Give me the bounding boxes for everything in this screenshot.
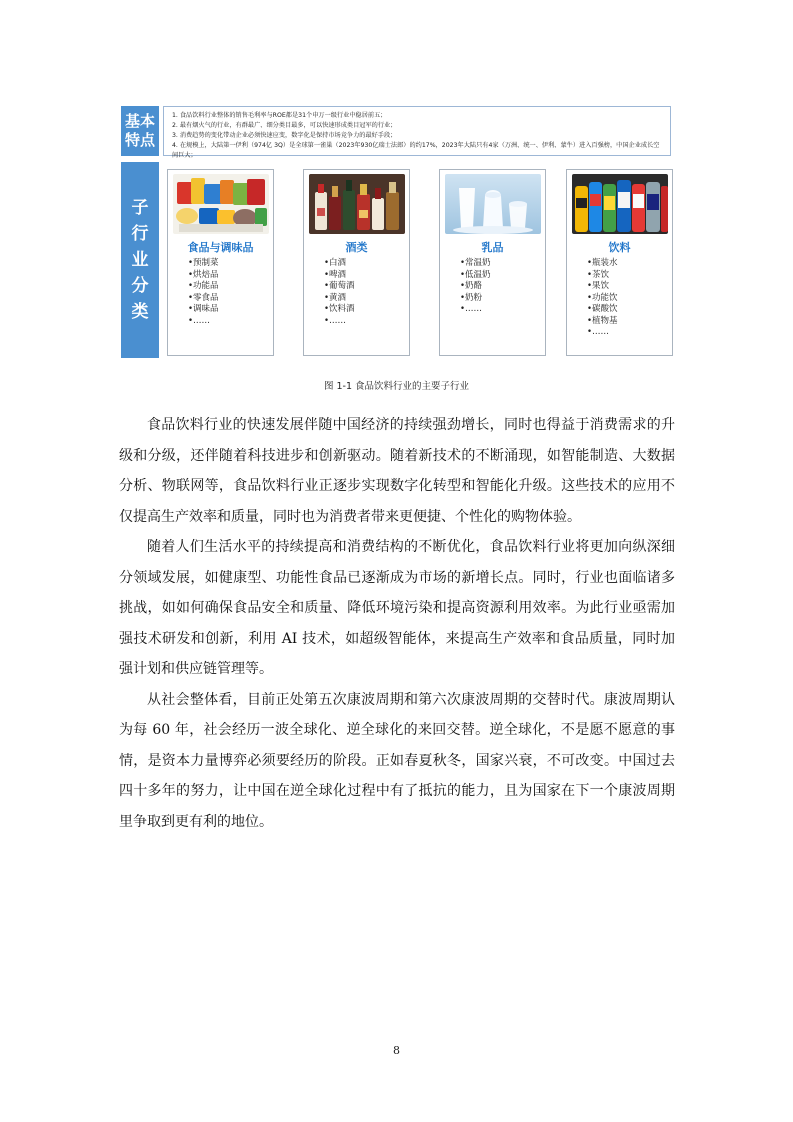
list-item: •调味品 [188,304,219,314]
list-item: •零食品 [188,292,219,303]
list-item: •…… [324,315,347,326]
list-item: •低温奶 [460,269,491,280]
list-item: •烘焙品 [188,269,219,280]
list-item: •葡萄酒 [324,281,355,291]
list-item: •果饮 [587,281,610,291]
card-items [324,258,355,327]
subsector-figure [121,106,673,358]
list-item: •功能饮 [587,292,618,303]
paragraph: 随着人们生活水平的持续提高和消费结构的不断优化，食品饮料行业将更加向纵深细分领域发展，如健康型、功能性食品已逐渐成为市场的新增长点。同时，行业也面临诸多挑战，如如何确保食品安全和质量、降低环境污染和提高资源利用效率。为此行业亟需加强技术研发和创新，利用 AI 技术，如超级智能体，来提高生产效率和食品质量，同时加强计划和供应链管理等。 [119,539,675,677]
feature-item: 1. 食品饮料行业整体的销售毛利率与ROE都是31个申万一级行业中稳居前五； [172,112,387,119]
card-dairy [439,169,546,356]
card-items [188,258,219,327]
list-item: •啤酒 [324,269,347,280]
body-text [119,410,675,837]
list-item: •功能品 [188,281,219,291]
paragraph: 从社会整体看，目前正处第五次康波周期和第六次康波周期的交替时代。康波周期认为每 60 年，社会经历一波全球化、逆全球化的来回交替。逆全球化，不是愿不愿意的事情，是资本力量博弈必须要经历的阶段。正如春夏秋冬，国家兴衰，不可改变。中国过去四十多年的努力，让中国在逆全球化过程中有了抵抗的能力，且为国家在下一个康波周期里争取到更有利的地位。 [119,691,675,830]
card-liquor [303,169,410,356]
card-title: 食品与调味品 [187,241,254,254]
feature-item: 3. 消费趋势的变化带动企业必须快速应变，数字化是保持市场竞争力的最好手段； [172,132,397,139]
milk-glasses-photo [445,174,541,234]
list-item: •奶酪 [460,281,483,291]
card-title: 乳品 [481,241,504,254]
list-item: •黄酒 [324,292,347,303]
beverage-cans-photo [572,174,668,234]
list-item: •…… [587,327,610,337]
list-item: •预制菜 [188,258,219,268]
packaged-food-photo [173,174,269,234]
card-food [167,169,274,356]
subsector-cards [167,169,673,358]
card-title: 酒类 [345,241,368,254]
list-item: •…… [188,315,211,326]
figure-caption: 图 1-1 食品饮料行业的主要子行业 [323,381,470,392]
list-item: •碳酸饮 [587,304,618,314]
card-title: 饮料 [608,241,631,254]
list-item: •常温奶 [460,258,491,268]
list-item: •茶饮 [587,269,610,280]
feature-item: 4. 在规模上，大陆第一伊利（974亿 3Q）是全球第一雀巢（2023年930亿瑞士法郎）的约17%，2023年大陆只有4家（万洲、统一、伊利、蒙牛）进入百强榜，中国企业成长空间巨大； [172,142,660,159]
list-item: •白酒 [324,258,347,268]
card-beverage [566,169,673,356]
card-items [587,258,618,339]
list-item: •瓶装水 [587,258,618,268]
list-item: •植物基 [587,315,618,326]
list-item: •…… [460,304,483,314]
subsector-label: 子 行 业 分 类 [121,162,159,358]
feature-item: 2. 最有烟火气的行业，有群最广、细分类目最多，可以快速形成类目冠军的行业； [172,122,397,129]
page-number: 8 [393,1044,400,1057]
list-item: •饮料酒 [324,304,355,314]
liquor-bottles-photo [309,174,405,234]
card-items [460,258,491,316]
features-box [163,106,671,159]
features-label: 基本 特点 [121,106,159,156]
paragraph: 食品饮料行业的快速发展伴随中国经济的持续强劲增长，同时也得益于消费需求的升级和分级，还伴随着科技进步和创新驱动。随着新技术的不断涌现，如智能制造、大数据分析、物联网等，食品饮料行业正逐步实现数字化转型和智能化升级。这些技术的应用不仅提高生产效率和质量，同时也为消费者带来更便捷、个性化的购物体验。 [119,417,675,525]
list-item: •奶粉 [460,292,483,303]
